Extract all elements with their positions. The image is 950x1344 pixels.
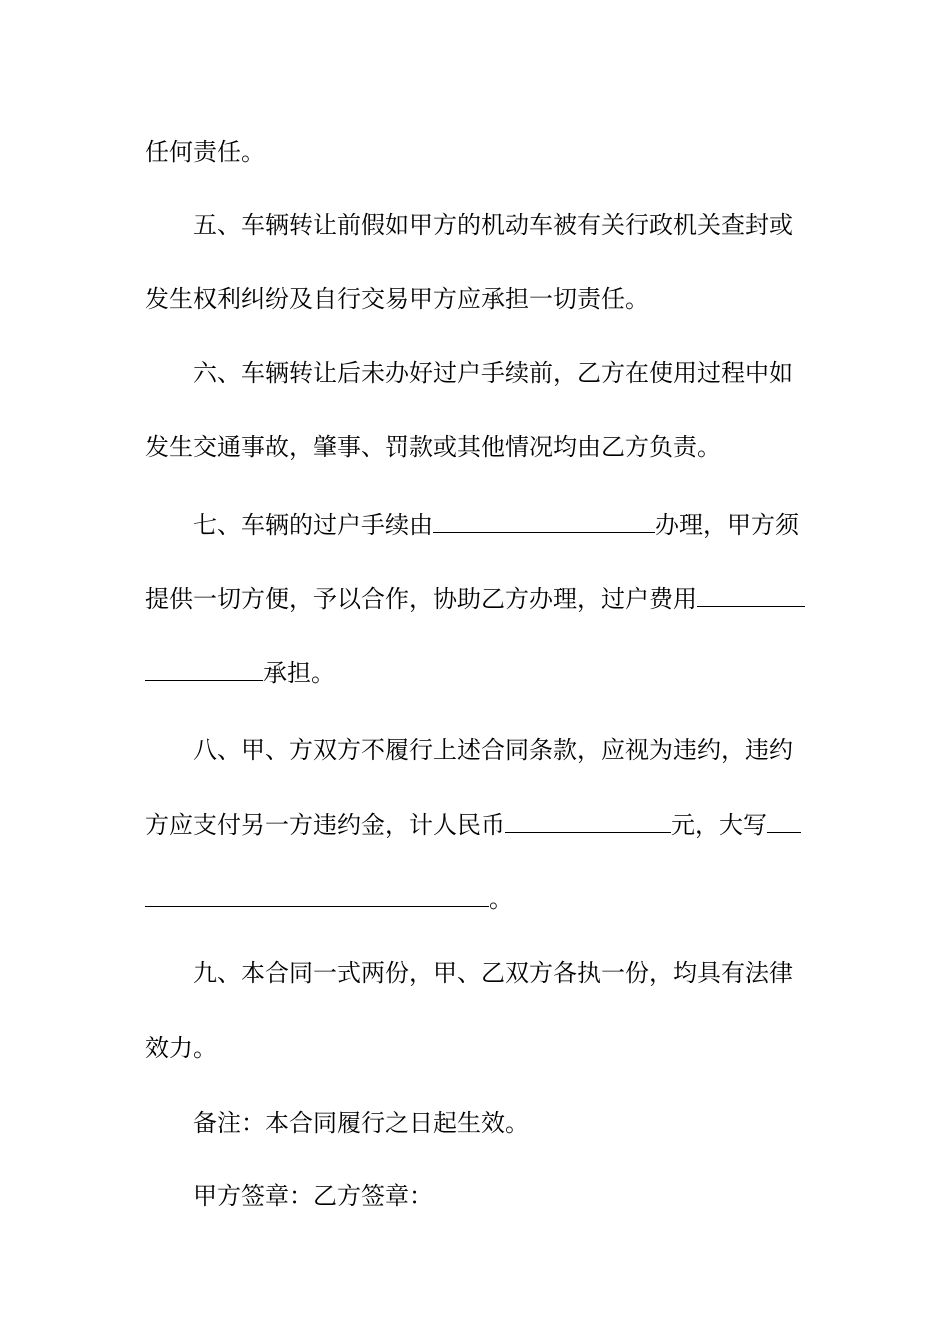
line-text: 效力。 bbox=[145, 1034, 217, 1062]
line-text: 六、车辆转让后未办好过户手续前，乙方在使用过程中如 bbox=[193, 359, 793, 387]
fill-in-blank-amount-words-cont[interactable] bbox=[145, 884, 489, 907]
clause-6-line-1 bbox=[193, 358, 793, 388]
line-text: 九、本合同一式两份，甲、乙双方各执一份，均具有法律 bbox=[193, 959, 793, 987]
clause-7-line-2 bbox=[145, 584, 805, 614]
clause-7-line-3 bbox=[145, 658, 335, 688]
clause-5-line-1 bbox=[193, 210, 793, 240]
fill-in-blank-handler[interactable] bbox=[433, 510, 655, 533]
line-text: 备注：本合同履行之日起生效。 bbox=[193, 1109, 529, 1137]
line-text: 任何责任。 bbox=[145, 138, 265, 166]
line-text: 八、甲、方双方不履行上述合同条款，应视为违约，违约 bbox=[193, 736, 793, 764]
paragraph-line bbox=[145, 137, 265, 167]
clause-8-line-1 bbox=[193, 735, 793, 765]
line-text: 办理，甲方须 bbox=[655, 511, 799, 539]
line-text: 方应支付另一方违约金，计人民币 bbox=[145, 811, 505, 839]
clause-8-line-2 bbox=[145, 810, 801, 840]
fill-in-blank-amount[interactable] bbox=[505, 810, 671, 833]
line-text: 。 bbox=[489, 885, 513, 913]
fill-in-blank-amount-words[interactable] bbox=[767, 810, 801, 833]
line-text: 承担。 bbox=[263, 659, 335, 687]
clause-6-line-2 bbox=[145, 432, 721, 462]
line-text: 甲方签章：乙方签章： bbox=[193, 1182, 433, 1210]
clause-7-line-1 bbox=[193, 510, 799, 540]
clause-9-line-2 bbox=[145, 1033, 217, 1063]
signature-line bbox=[193, 1181, 433, 1211]
line-text: 发生权利纠纷及自行交易甲方应承担一切责任。 bbox=[145, 285, 649, 313]
line-text: 七、车辆的过户手续由 bbox=[193, 511, 433, 539]
clause-8-line-3 bbox=[145, 884, 513, 914]
clause-9-line-1 bbox=[193, 958, 793, 988]
line-text: 五、车辆转让前假如甲方的机动车被有关行政机关查封或 bbox=[193, 211, 793, 239]
fill-in-blank-fee-payer-cont[interactable] bbox=[145, 658, 263, 681]
line-text: 元，大写 bbox=[671, 811, 767, 839]
fill-in-blank-fee-payer[interactable] bbox=[697, 584, 805, 607]
line-text: 提供一切方便，予以合作，协助乙方办理，过户费用 bbox=[145, 585, 697, 613]
remark-line bbox=[193, 1108, 529, 1138]
clause-5-line-2 bbox=[145, 284, 649, 314]
line-text: 发生交通事故，肇事、罚款或其他情况均由乙方负责。 bbox=[145, 433, 721, 461]
